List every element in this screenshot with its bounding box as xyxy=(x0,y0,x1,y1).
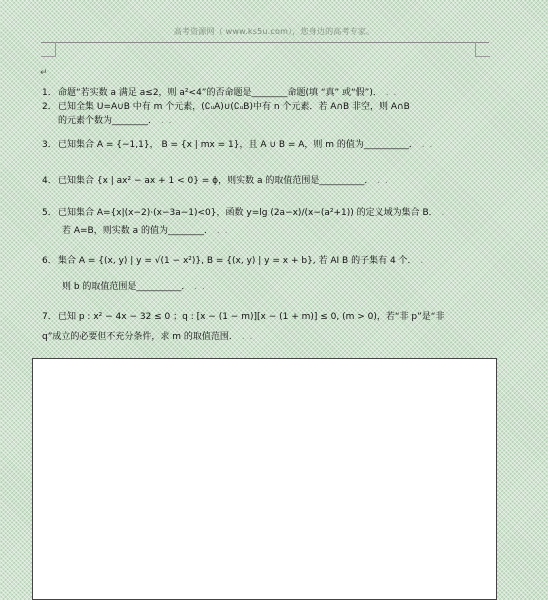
paragraph-dots: . xyxy=(437,208,446,218)
question-5-continued xyxy=(62,224,228,238)
paragraph-dots: . . xyxy=(373,176,389,186)
question-2 xyxy=(42,100,410,114)
paragraph-mark: ↵ xyxy=(40,68,48,78)
question-text: 若 A=B，则实数 a 的值为________． xyxy=(62,226,213,236)
question-6 xyxy=(42,254,424,268)
question-text: 命题“若实数 a 满足 a≤2，则 a²<4”的否命题是________命题(填 “真” 或“假”)． xyxy=(58,88,382,98)
question-3 xyxy=(42,138,433,152)
margin-corner-right xyxy=(475,42,490,57)
question-6-continued xyxy=(62,280,206,294)
answer-box[interactable] xyxy=(32,358,497,600)
paragraph-dots: . . xyxy=(212,226,229,236)
question-text: 的元素个数为________． xyxy=(58,116,158,126)
question-number: 1． xyxy=(42,88,57,98)
question-7 xyxy=(42,310,444,324)
question-number: 3． xyxy=(42,140,57,150)
paragraph-dots: . . xyxy=(157,116,173,126)
paragraph-dots: . xyxy=(416,256,425,266)
question-number: 4． xyxy=(42,176,57,186)
question-5 xyxy=(42,206,445,220)
question-text: 则 b 的取值范围是__________． xyxy=(62,282,191,292)
paragraph-dots: . . xyxy=(417,140,434,150)
paragraph-dots: . . xyxy=(190,282,206,292)
question-1 xyxy=(42,86,397,100)
question-text: 已知集合 A = {−1,1}， B = {x | mx = 1}，且 A ∪ B = A，则 m 的值为__________． xyxy=(58,140,418,150)
paragraph-dots: . . xyxy=(237,332,254,342)
question-number: 2． xyxy=(42,102,57,112)
question-4 xyxy=(42,174,389,188)
question-text: 已知集合 {x | ax² − ax + 1 < 0} = ϕ，则实数 a 的取值范围是__________． xyxy=(58,176,374,186)
page-header: 高考资源网（ www.ks5u.com），您身边的高考专家。 xyxy=(173,27,375,36)
header-rule xyxy=(41,42,489,43)
question-number: 7． xyxy=(42,312,57,322)
paragraph-dots: . . xyxy=(381,88,398,98)
question-number: 6． xyxy=(42,256,57,266)
question-7-continued xyxy=(42,330,253,344)
question-text: 集合 A = {(x, y) | y = √(1 − x²)}, B = {(x, y) | y = x + b}, 若 AI B 的子集有 4 个． xyxy=(58,256,417,266)
question-text: 已知全集 U=A∪B 中有 m 个元素，(∁ᵤA)∪(∁ᵤB)中有 n 个元素．若 A∩B 非空，则 A∩B xyxy=(58,102,410,112)
margin-corner-left xyxy=(41,42,56,57)
question-text: q”成立的必要但不充分条件，求 m 的取值范围． xyxy=(42,332,238,342)
question-text: 已知集合 A={x|(x−2)·(x−3a−1)<0}，函数 y=lg (2a−x)/(x−(a²+1)) 的定义域为集合 B． xyxy=(58,208,438,218)
question-number: 5． xyxy=(42,208,57,218)
question-2-continued xyxy=(58,114,172,128)
question-text: 已知 p : x² − 4x − 32 ≤ 0 ；q : [x − (1 − m)][x − (1 + m)] ≤ 0, (m > 0)，若“非 p”是“非 xyxy=(58,312,445,322)
